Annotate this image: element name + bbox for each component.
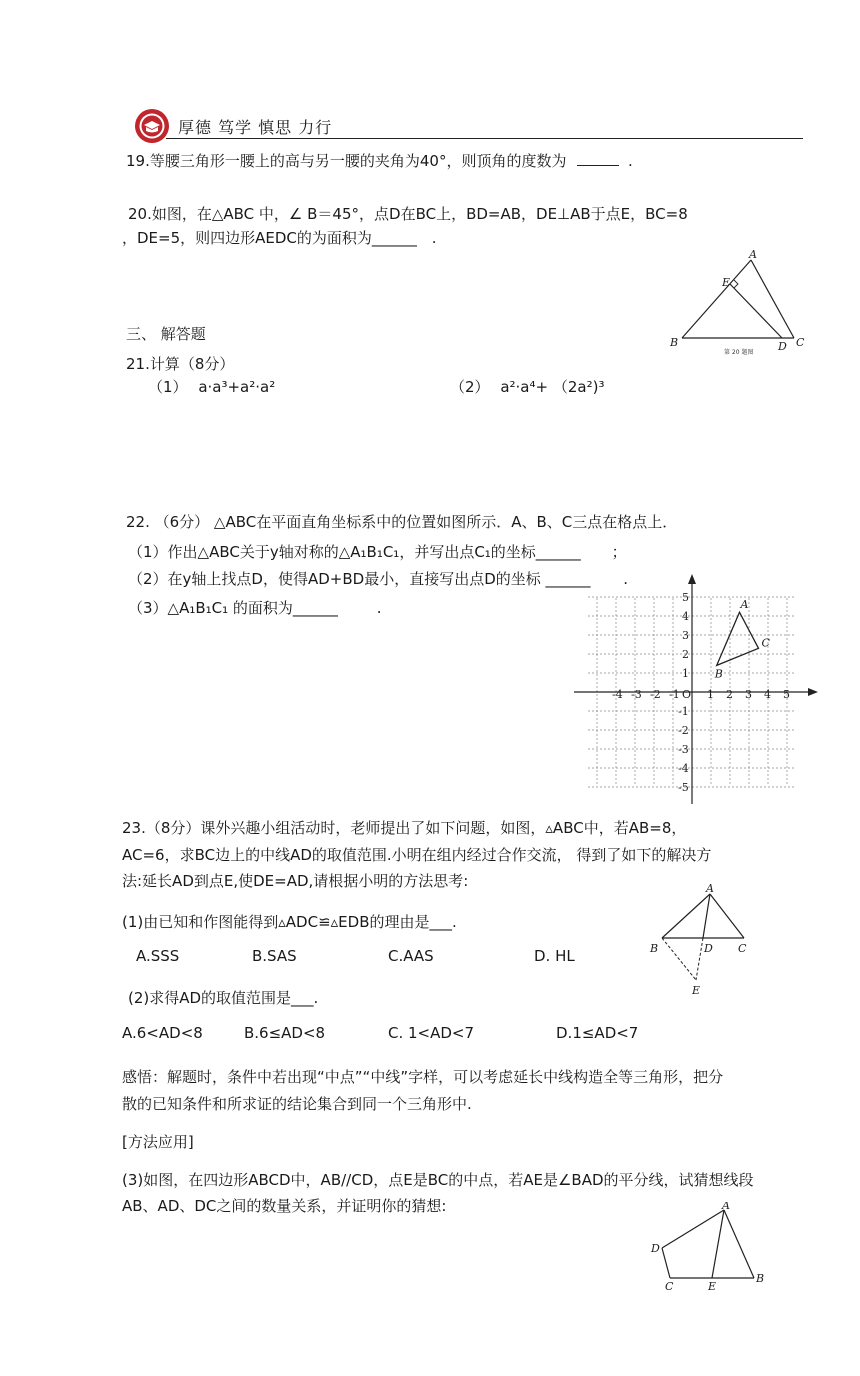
part1-option-b: B.SAS — [252, 947, 297, 965]
question-22-part3 — [128, 597, 381, 618]
question-19-text: 19.等腰三角形一腰上的高与另一腰的夹角为40°，则顶角的度数为 — [126, 152, 567, 170]
label-b: B — [650, 942, 659, 955]
question-20-figure — [664, 248, 814, 360]
part1-end: ； — [611, 543, 627, 561]
label-a: A — [706, 882, 714, 895]
median-ad — [703, 894, 710, 938]
question-20-line2-text: ，DE=5，则四边形AEDC的为面积为______ — [122, 229, 417, 247]
x-tick-label: O — [682, 688, 692, 701]
x-tick-label: -4 — [612, 688, 623, 701]
question-22-title: 22. （6分） △ABC在平面直角坐标系中的位置如图所示．A、B、C三点在格点上． — [126, 513, 678, 531]
part2-option-a: A.6<AD<8 — [122, 1024, 203, 1042]
part1-number: （1） — [148, 378, 188, 396]
label-c: C — [665, 1280, 674, 1293]
label-a: A — [749, 248, 757, 261]
triangle-abc — [717, 612, 759, 665]
part2-option-c: C. 1<AD<7 — [388, 1024, 475, 1042]
part2-end: . — [623, 570, 629, 588]
label-d: D — [778, 340, 787, 353]
label-b: B — [756, 1272, 765, 1285]
label-e: E — [708, 1280, 717, 1293]
side-ac — [751, 260, 794, 338]
question-22-part2 — [128, 568, 628, 589]
label-b: B — [670, 336, 679, 349]
y-tick-label: -2 — [678, 724, 689, 737]
label-c: C — [796, 336, 805, 349]
question-20-end: . — [431, 229, 437, 247]
question-21-part1 — [148, 376, 275, 397]
figure-caption: 第 20 题图 — [724, 349, 754, 356]
segment-ae — [712, 1210, 724, 1278]
question-21-title: 21.计算（8分） — [126, 355, 235, 373]
method-heading: [方法应用] — [122, 1133, 194, 1151]
question-23-part2: (2)求得AD的取值范围是___. — [128, 989, 319, 1007]
side-dc — [662, 1248, 670, 1278]
header-rule — [166, 138, 803, 139]
question-19 — [126, 150, 633, 171]
right-angle-mark — [734, 280, 738, 288]
part3-text: （3）△A₁B₁C₁ 的面积为______ — [128, 599, 338, 617]
question-23-part1: (1)由已知和作图能得到▵ADC≌▵EDB的理由是___. — [122, 913, 457, 931]
question-21-part2 — [450, 376, 604, 397]
x-axis-arrow — [808, 688, 818, 696]
part1-text: （1）作出△ABC关于y轴对称的△A₁B₁C₁，并写出点C₁的坐标______ — [128, 543, 581, 561]
part1-expression: a·a³+a²·a² — [198, 378, 276, 396]
y-tick-label: 4 — [682, 610, 689, 623]
x-tick-label: -3 — [631, 688, 642, 701]
point-label-a: A — [740, 598, 749, 612]
question-23-figure-1 — [646, 880, 766, 1000]
side-ab — [662, 894, 710, 938]
y-tick-label: 2 — [682, 648, 689, 661]
question-23-part3-line1: (3)如图，在四边形ABCD中，AB//CD，点E是BC的中点，若AE是∠BAD的平分线，试猜想线段 — [122, 1171, 754, 1189]
label-d: D — [704, 942, 713, 955]
y-tick-label: 5 — [682, 591, 689, 604]
y-tick-label: -4 — [678, 762, 689, 775]
coordinate-grid-figure — [568, 572, 826, 808]
x-tick-label: 4 — [764, 688, 771, 701]
part2-option-d: D.1≤AD<7 — [556, 1024, 639, 1042]
question-23-part3-line2: AB、AD、DC之间的数量关系，并证明你的猜想: — [122, 1197, 447, 1215]
question-20-line1: 20.如图，在△ABC 中，∠ B＝45°，点D在BC上，BD=AB，DE⊥AB于点E，BC=8 — [128, 205, 688, 223]
segment-be — [662, 938, 696, 980]
question-23-line3: 法:延长AD到点E,使DE=AD,请根据小明的方法思考: — [122, 872, 469, 890]
part2-option-b: B.6≤AD<8 — [244, 1024, 326, 1042]
side-ad — [662, 1210, 724, 1248]
label-e: E — [692, 984, 701, 997]
part3-end: . — [376, 599, 382, 617]
label-d: D — [651, 1242, 660, 1255]
answer-blank — [577, 151, 619, 166]
x-tick-label: 5 — [783, 688, 790, 701]
part1-option-d: D. HL — [534, 947, 575, 965]
extension-de — [696, 938, 703, 980]
part2-number: （2） — [450, 378, 490, 396]
question-20-line2 — [122, 227, 436, 248]
y-tick-label: -3 — [678, 743, 689, 756]
segment-de — [730, 284, 782, 338]
x-tick-label: -1 — [669, 688, 680, 701]
insight-line1: 感悟：解题时，条件中若出现“中点”“中线”字样，可以考虑延长中线构造全等三角形，把分 — [122, 1068, 724, 1086]
question-22-part1 — [128, 541, 627, 562]
x-tick-label: 1 — [707, 688, 714, 701]
question-19-end: . — [628, 152, 633, 170]
section-title: 三、 解答题 — [126, 325, 206, 343]
part2-text: （2）在y轴上找点D，使得AD+BD最小，直接写出点D的坐标 ______ — [128, 570, 591, 588]
question-23-line2: AC=6，求BC边上的中线AD的取值范围.小明在组内经过合作交流， 得到了如下的解决方 — [122, 846, 712, 864]
question-23-figure-2 — [646, 1202, 776, 1294]
school-motto: 厚德 笃学 慎思 力行 — [178, 118, 333, 137]
point-label-b: B — [714, 667, 723, 681]
point-label-c: C — [761, 636, 770, 650]
x-tick-labels — [612, 688, 790, 701]
insight-line2: 散的已知条件和所求证的结论集合到同一个三角形中. — [122, 1095, 472, 1113]
question-23-line1: 23.（8分）课外兴趣小组活动时，老师提出了如下问题，如图，▵ABC中，若AB=8， — [122, 819, 687, 837]
label-a: A — [722, 1202, 730, 1212]
part2-expression: a²·a⁴+ （2a²)³ — [500, 378, 605, 396]
label-c: C — [738, 942, 747, 955]
x-tick-label: 2 — [726, 688, 733, 701]
y-tick-label: -5 — [678, 781, 689, 794]
part1-option-c: C.AAS — [388, 947, 434, 965]
label-e: E — [722, 276, 731, 289]
triangle-point-labels — [714, 598, 771, 680]
x-tick-label: -2 — [650, 688, 661, 701]
y-tick-label: 1 — [682, 667, 689, 680]
part1-option-a: A.SSS — [136, 947, 180, 965]
y-tick-label: -1 — [678, 705, 689, 718]
side-ab — [682, 260, 751, 338]
side-ac — [710, 894, 744, 938]
y-tick-label: 3 — [682, 629, 689, 642]
x-tick-label: 3 — [745, 688, 752, 701]
side-ab — [724, 1210, 754, 1278]
y-axis-arrow — [688, 574, 696, 584]
